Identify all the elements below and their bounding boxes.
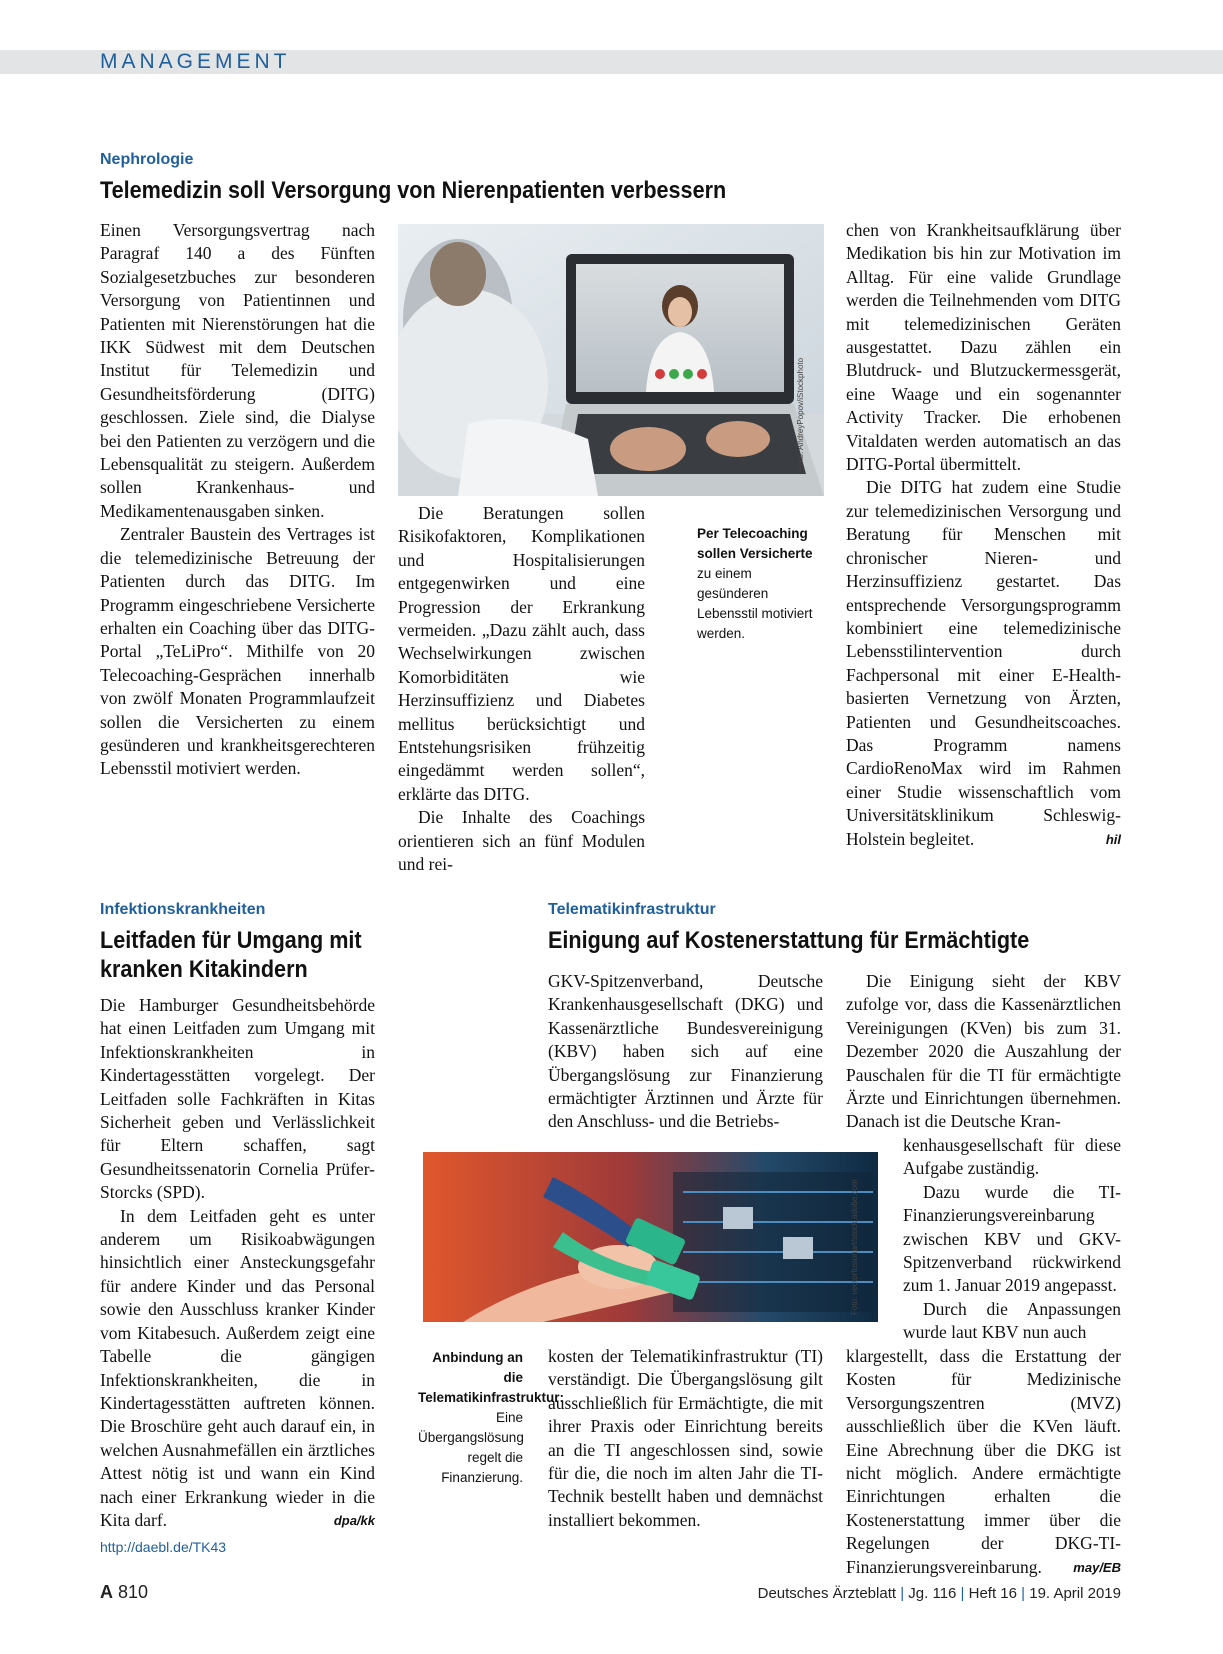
journal-name: Deutsches Ärzteblatt: [757, 1585, 897, 1602]
article3-col1-bottom: [548, 1345, 823, 1532]
article3-photo-credit: Foto: vectorfusionart/stock.adobe.com: [850, 1179, 859, 1315]
journal-date: 19. April 2019: [1029, 1585, 1121, 1602]
article1-col2-para1: Die Beratungen sollen Risikofaktoren, Komplikationen und Hospitalisierungen entgegenwirken und eine Progression der Erkrankung vermeiden. „Dazu zählt auch, dass Wechselwirkungen zwischen Komorbiditäten wie Herzinsuffizienz und Diabetes mellitus berücksichtigt und Entstehungsrisiken frühzeitig eingedämmt werden sollen“, erklärte das DITG.: [398, 503, 645, 804]
article2-column: [100, 994, 375, 1560]
article1-caption: [697, 524, 822, 644]
footer-divider: |: [1021, 1585, 1026, 1602]
article2-signature: dpa/kk: [333, 1512, 375, 1528]
article3-col1-top-text: GKV-Spitzenverband, Deutsche Krankenhausgesellschaft (DKG) und Kassenärztliche Bundesvereinigung (KBV) haben sich auf eine Übergangslösung zur Finanzierung ermächtigter Ärztinnen und Ärzte für den Anschluss- und die Betriebs-: [548, 971, 823, 1132]
network-cable-illustration: [423, 1152, 878, 1322]
journal-volume: Jg. 116: [908, 1585, 957, 1602]
article3-col1-top: [548, 970, 823, 1134]
page-prefix: A: [100, 1582, 113, 1602]
article1-signature: hil: [1105, 831, 1121, 847]
article3-col2-bottom-para: [846, 1345, 1121, 1579]
article1-column-2: [398, 502, 645, 877]
footer-divider: |: [900, 1585, 905, 1602]
article3-col2-narrow-para3: Durch die Anpassungen wurde laut KBV nun auch: [903, 1298, 1121, 1343]
article1-col3-para1: chen von Krankheitsaufklärung über Medikation bis hin zur Motivation im Alltag. Für eine valide Grundlage werden die Teilnehmenden vom DITG mit telemedizinischen Geräten ausgestattet. Dazu zählen ein Blutdruck- und Blutzuckermessgerät, eine Waage und ein sogenannter Activity Tracker. Die erhobenen Vitaldaten werden automatisch an das DITG-Portal übermittelt.: [846, 220, 1121, 475]
article2-title: [100, 926, 388, 984]
article1-col2-para2: Die Inhalte des Coachings orientieren sich an fünf Modulen und rei-: [398, 807, 645, 875]
article1-caption-bold: Per Telecoaching sollen Versicherte: [697, 526, 813, 561]
article1-col3-para2-text: Die DITG hat zudem eine Studie zur telemedizinischen Versorgung und Beratung für Menschen mit chronischer Nieren- und Herzinsuffizienz gestartet. Das entsprechende Versorgungsprogramm kombiniert eine telemedizinische Lebensstilintervention durch Fachpersonal mit einer E-Health-basierten Vernetzung von Ärzten, Patienten und Gesundheitscoaches. Das Programm namens CardioRenoMax wird im Rahmen einer Studie wissenschaftlich vom Universitätsklinikum Schleswig-Holstein begleitet.: [846, 477, 1121, 849]
article1-caption-text: zu einem gesünderen Lebensstil motiviert werden.: [697, 566, 813, 641]
article3-col2-bottom: [846, 1345, 1121, 1579]
article3-caption-text: Eine Übergangslösung regelt die Finanzierung.: [418, 1410, 524, 1485]
article2-link[interactable]: http://daebl.de/TK43: [100, 1539, 227, 1556]
article3-col2-narrow-para1: kenhausgesellschaft für diese Aufgabe zuständig.: [903, 1135, 1121, 1179]
article2-kicker: Infektionskrankheiten: [100, 901, 266, 918]
page-number: [100, 1582, 148, 1603]
article1-column-3: [846, 219, 1121, 851]
section-label: MANAGEMENT: [100, 50, 291, 73]
article2-para2-text: In dem Leitfaden geht es unter anderem um Risikoabwägungen hinsichtlich einer Ansteckungsgefahr für andere Kinder und das Personal sowie den Ausschluss kranker Kinder vom Kitabesuch. Außerdem zeigt eine Tabelle die gängigen Infektionskrankheiten, die in Kindertagesstätten auftreten können. Die Broschüre geht auch darauf ein, in welchen Ausnahmefällen ein ärztliches Attest nötig ist und wann ein Kind nach einer Erkrankung wieder in die Kita darf.: [100, 1205, 375, 1530]
article1-column-1: [100, 219, 375, 781]
article2-para2: [100, 1205, 375, 1533]
article1-kicker: Nephrologie: [100, 151, 194, 168]
article1-col3-para2: [846, 476, 1121, 851]
telecoaching-illustration: [398, 224, 824, 496]
article3-caption: [418, 1348, 565, 1488]
article3-col2-narrow-para2: Dazu wurde die TI-Finanzierungsvereinbarung zwischen KBV und GKV-Spitzenverband rückwirkend zum 1. Januar 2019 angepasst.: [903, 1181, 1121, 1296]
journal-issue: Heft 16: [968, 1585, 1017, 1602]
article3-col1-bottom-text: kosten der Telematikinfrastruktur (TI) verständigt. Die Übergangslösung gilt ausschließlich für Ermächtigte, die mit ihrer Praxis oder Einrichtung bereits an die TI angeschlossen sind, sowie für die, die noch im alten Jahr die TI-Technik bestellt haben und demnächst installiert bekommen.: [548, 1346, 823, 1530]
network-cable-photo: [423, 1152, 878, 1322]
article1-col1-para2: Zentraler Baustein des Vertrages ist die telemedizinische Betreuung der Patienten durch das DITG. Im Programm eingeschriebene Versicherte erhalten ein Coaching über das DITG-Portal „TeLiPro“. Mithilfe von 20 Telecoaching-Gesprächen innerhalb von zwölf Monaten Programmlaufzeit sollen die Versicherten zu einem gesünderen und krankheitsgerechteren Lebensstil motiviert werden.: [100, 524, 375, 779]
article1-title: Telemedizin soll Versorgung von Nierenpatienten verbessern: [100, 177, 727, 204]
article2-title-line1: Leitfaden für Umgang mit: [100, 927, 362, 954]
article2-title-line2: kranken Kitakindern: [100, 956, 308, 983]
footer-divider: |: [960, 1585, 965, 1602]
journal-footer: [758, 1585, 1121, 1602]
article2-para1: Die Hamburger Gesundheitsbehörde hat einen Leitfaden zum Umgang mit Infektionskrankheiten in Kindertagesstätten vorgelegt. Der Leitfaden solle Fachkräften in Kitas Sicherheit geben und Verlässlichkeit für Eltern schaffen, sagt Gesundheitssenatorin Cornelia Prüfer-Storcks (SPD).: [100, 995, 375, 1203]
article1-col1-para1: Einen Versorgungsvertrag nach Paragraf 140 a des Fünften Sozialgesetzbuches zur besonderen Versorgung von Patientinnen und Patienten mit Nierenstörungen hat die IKK Südwest mit dem Deutschen Institut für Telemedizin und Gesundheitsförderung (DITG) geschlossen. Ziele sind, die Dialyse bei den Patienten zu verzögern und die Lebensqualität zu steigern. Außerdem sollen Krankenhaus- und Medikamentenausgaben sinken.: [100, 220, 375, 521]
article3-col2-top: [846, 970, 1121, 1134]
article3-signature: may/EB: [1073, 1559, 1121, 1575]
article3-caption-bold: Anbindung an die Telematikinfrastruktur:: [418, 1350, 565, 1405]
article3-col2-narrow: [903, 1134, 1121, 1345]
article3-kicker: Telematikinfrastruktur: [548, 901, 716, 918]
article3-col2-top-text: Die Einigung sieht der KBV zufolge vor, dass die Kassenärztlichen Vereinigungen (KVen) bis zum 31. Dezember 2020 die Auszahlung der Pauschalen für die TI für ermächtigte Ärzte und Einrichtungen übernehmen. Danach ist die Deutsche Kran-: [846, 971, 1121, 1132]
telecoaching-photo: [398, 224, 824, 496]
article3-col2-bottom-text: klargestellt, dass die Erstattung der Kosten für Medizinische Versorgungszentren (MVZ) ausschließlich über die KVen läuft. Eine Abrechnung über die DKG ist nicht möglich. Andere ermächtigte Einrichtungen erhalten die Kostenerstattung immer über die Regelungen der DKG-TI-Finanzierungsvereinbarung.: [846, 1346, 1121, 1577]
article3-title: Einigung auf Kostenerstattung für Ermächtigte: [548, 927, 1030, 954]
page-number-value: 810: [118, 1582, 149, 1602]
article1-photo-credit: Foto: AndreyPopov/iStockphoto: [796, 357, 805, 470]
